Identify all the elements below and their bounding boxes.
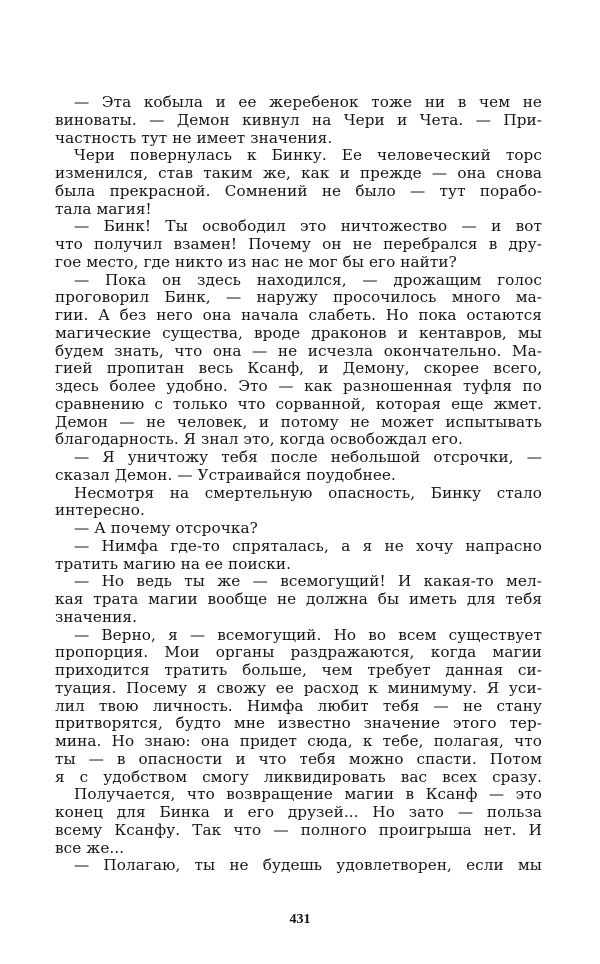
text-line: частность тут не имеет значения. <box>55 128 333 147</box>
text-line: значения. <box>55 607 138 626</box>
page-body-text <box>55 94 542 875</box>
text-line: приходится тратить больше, чем требует данная си- <box>55 661 542 679</box>
text-line: — Бинк! Ты освободил это ничтожество — и вот <box>74 217 542 236</box>
text-line: сказал Демон. — Устраивайся поудобнее. <box>55 465 396 484</box>
text-line: интересно. <box>55 501 145 520</box>
text-line: туация. Посему я свожу ее расход к минимуму. Я уси- <box>55 678 542 697</box>
text-line: была прекрасной. Сомнений не было — тут порабо- <box>55 181 542 200</box>
text-line: благодарность. Я знал это, когда освобождал его. <box>55 430 463 449</box>
text-line: всему Ксанфу. Так что — полного проигрыша нет. И <box>55 820 542 839</box>
text-line: сравнению с только что сорванной, которая еще жмет. <box>55 394 542 413</box>
text-line: гией пропитан весь Ксанф, и Демону, скорее всего, <box>55 359 542 378</box>
text-line: — Верно, я — всемогущий. Но во всем существует <box>74 625 542 644</box>
text-line: тала магия! <box>55 199 152 218</box>
text-line: я с удобством смогу ликвидировать вас всех сразу. <box>55 767 542 786</box>
text-line: — Пока он здесь находился, — дрожащим голос <box>74 270 542 289</box>
text-line: Чери повернулась к Бинку. Ее человеческий торс <box>74 146 542 165</box>
text-line: лил твою личность. Нимфа любит тебя — не стану <box>55 696 542 715</box>
text-line: виноваты. — Демон кивнул на Чери и Чета. — При- <box>55 110 542 129</box>
text-line: ты — в опасности и что тебя можно спасти. Потом <box>55 749 542 768</box>
text-line: мина. Но знаю: она придет сюда, к тебе, полагая, что <box>55 732 542 750</box>
text-line: все же... <box>55 838 125 857</box>
text-line: кая трата магии вообще не должна бы иметь для тебя <box>55 590 542 608</box>
text-line: Несмотря на смертельную опасность, Бинку стало <box>74 483 542 502</box>
text-line: — Но ведь ты же — всемогущий! И какая-то мел- <box>74 572 542 591</box>
text-line: гии. А без него она начала слабеть. Но пока остаются <box>55 306 542 324</box>
text-line: тратить магию на ее поиски. <box>55 554 292 573</box>
text-line: проговорил Бинк, — наружу просочилось много ма- <box>55 288 542 307</box>
text-line: — Эта кобыла и ее жеребенок тоже ни в чем не <box>74 93 542 111</box>
text-line: что получил взамен! Почему он не перебрался в дру- <box>55 235 542 253</box>
text-line: — Полагаю, ты не будешь удовлетворен, если мы <box>74 856 542 875</box>
text-line: притворятся, будто мне известно значение этого тер- <box>55 714 542 733</box>
text-line: здесь более удобно. Это — как разношенная туфля по <box>55 377 542 395</box>
page-number: 431 <box>289 912 311 927</box>
text-line: изменился, став таким же, как и прежде — она снова <box>55 164 542 182</box>
text-line: будем знать, что она — не исчезла окончательно. Ма- <box>55 341 542 360</box>
text-line: — А почему отсрочка? <box>74 519 258 537</box>
text-line: — Я уничтожу тебя после небольшой отсрочки, — <box>74 448 542 466</box>
text-line: пропорция. Мои органы раздражаются, когда магии <box>55 643 542 662</box>
text-line: магические существа, вроде драконов и кентавров, мы <box>55 323 542 342</box>
text-line: гое место, где никто из нас не мог бы его найти? <box>55 252 457 271</box>
text-line: — Нимфа где-то спряталась, а я не хочу напрасно <box>74 536 542 555</box>
text-line: Получается, что возвращение магии в Ксанф — это <box>74 785 542 804</box>
text-line: конец для Бинка и его друзей... Но зато — польза <box>55 803 542 821</box>
text-line: Демон — не человек, и потому не может испытывать <box>55 412 542 431</box>
